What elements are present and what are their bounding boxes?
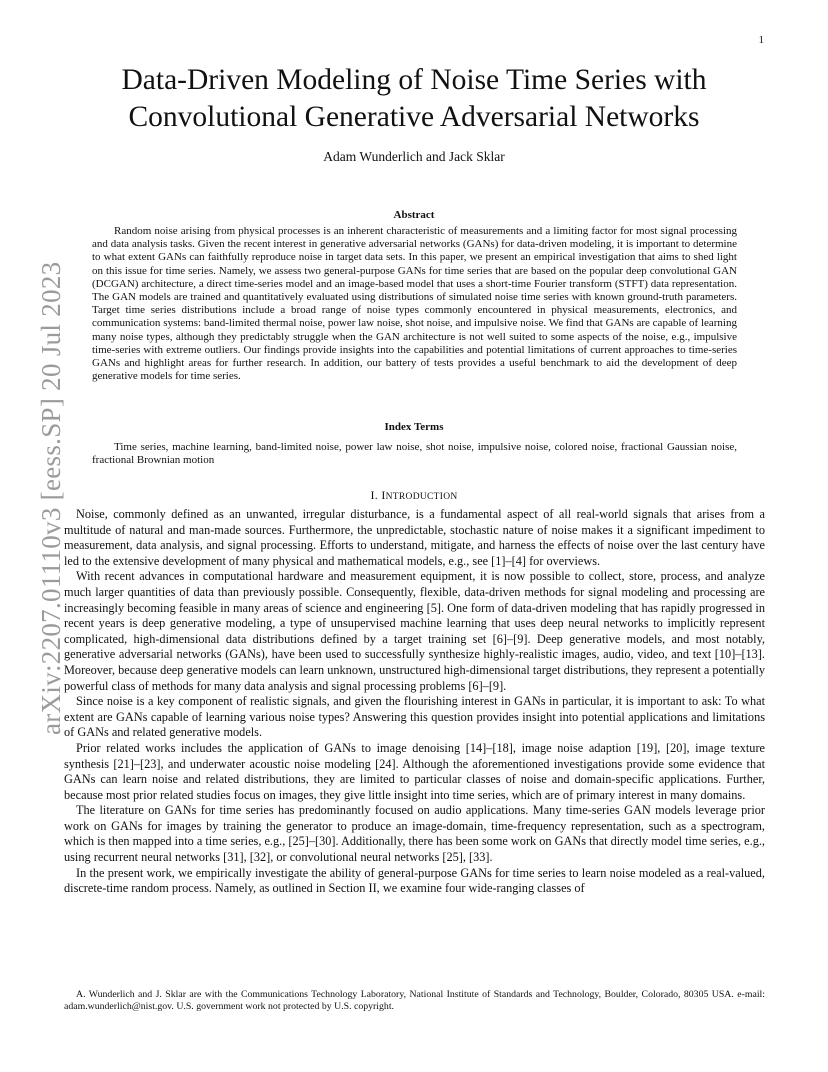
arxiv-watermark: arXiv:2207.01110v3 [eess.SP] 20 Jul 2023 xyxy=(36,261,66,735)
body-text xyxy=(64,507,765,897)
title-line: Data-Driven Modeling of Noise Time Series with xyxy=(121,64,707,96)
section-heading: I. INTRODUCTION xyxy=(370,488,458,502)
authors: Adam Wunderlich and Jack Sklar xyxy=(323,149,505,164)
footnote: A. Wunderlich and J. Sklar are with the Communications Technology Laboratory, National Institute of Standards and Technology, Boulder, Colorado, 80305 USA. e-mail: adam.wunderlich@nist.gov. U.S. government work not protected by U.S. copyright. xyxy=(64,989,765,1013)
paragraph: With recent advances in computational hardware and measurement equipment, it is now possible to collect, store, process, and analyze much larger quantities of data than previously possible. Consequently, flexible, data-driven methods for signal modeling and processing are increasingly becoming feasible in many areas of science and engineering [5]. One form of data-driven modeling that has rapidly progressed in recent years is deep generative modeling, a type of unsupervised machine learning that uses deep neural networks to implicitly represent complicated, high-dimensional data distributions defined by a target training set [6]–[9]. Deep generative models, and most notably, generative adversarial networks (GANs), have been used to successfully synthesize highly-realistic images, audio, video, and text [10]–[13]. Moreover, because deep generative models can learn unknown, unstructured high-dimensional target distributions, they represent a potentially powerful class of methods for many data analysis and signal processing problems [6]–[9]. xyxy=(64,569,765,693)
abstract-text: Random noise arising from physical processes is an inherent characteristic of measurements and a limiting factor for most signal processing and data analysis tasks. Given the recent interest in generative adversarial networks (GANs) for data-driven modeling, it is important to determine to what extent GANs can faithfully reproduce noise in target data sets. In this paper, we present an empirical investigation that aims to shed light on this issue for time series. Namely, we assess two general-purpose GANs for time series that are based on the popular deep convolutional GAN (DCGAN) architecture, a direct time-series model and an image-based model that uses a short-time Fourier transform (STFT) data representation. The GAN models are trained and quantitatively evaluated using distributions of simulated noise time series with known ground-truth parameters. Target time series distributions include a broad range of noise types commonly encountered in physical measurements, electronics, and communication systems: band-limited thermal noise, power law noise, shot noise, and impulsive noise. We find that GANs are capable of learning many noise types, although they predictably struggle when the GAN architecture is not well suited to some aspects of the noise, e.g., impulsive time-series with extreme outliers. Our findings provide insights into the capabilities and potential limitations of current approaches to time-series GANs and highlight areas for further research. In addition, our battery of tests provides a useful benchmark to aid the development of deep generative models for time series. xyxy=(92,225,737,383)
page-number: 1 xyxy=(758,34,764,46)
paper-title xyxy=(64,62,764,136)
index-terms-text: Time series, machine learning, band-limited noise, power law noise, shot noise, impulsive noise, colored noise, fractional Gaussian noise, fractional Brownian motion xyxy=(92,441,737,467)
abstract-heading: Abstract xyxy=(393,209,435,221)
title-line: Convolutional Generative Adversarial Networks xyxy=(128,101,700,133)
paragraph: Since noise is a key component of realistic signals, and given the flourishing interest in GANs in particular, it is important to ask: To what extent are GANs capable of learning various noise types? Answering this question provides insight into potential applications and limitations of GANs and related generative models. xyxy=(64,694,765,740)
index-terms-heading: Index Terms xyxy=(384,421,444,433)
paragraph: The literature on GANs for time series has predominantly focused on audio applications. Many time-series GAN models leverage prior work on GANs for images by training the generator to produce an image-domain, time-frequency representation, such as a spectrogram, which is then mapped into a time series, e.g., [25]–[30]. Additionally, there has been some work on GANs that directly model time series, e.g., using recurrent neural networks [31], [32], or convolutional neural networks [25], [33]. xyxy=(64,803,765,865)
paragraph: Noise, commonly defined as an unwanted, irregular disturbance, is a fundamental aspect of all real-world signals that arises from a multitude of natural and man-made sources. Furthermore, the unpredictable, stochastic nature of noise makes it a significant impediment to measurement, data analysis, and signal processing. Efforts to understand, mitigate, and harness the effects of noise over the last century have led to the extensive development of many physical and mathematical models, e.g., see [1]–[4] for overviews. xyxy=(64,507,765,568)
paragraph: In the present work, we empirically investigate the ability of general-purpose GANs for time series to learn noise modeled as a real-valued, discrete-time random process. Namely, as outlined in Section II, we examine four wide-ranging classes of xyxy=(64,865,765,896)
paragraph: Prior related works includes the application of GANs to image denoising [14]–[18], image noise adaption [19], [20], image texture synthesis [21]–[23], and underwater acoustic noise modeling [24]. Although the aforementioned investigations provide some evidence that GANs can learn noise and related distributions, they are limited to particular classes of noise and domain-specific applications. Further, because most prior related studies focus on images, they give little insight into time series, which are of primary interest in many domains. xyxy=(64,740,765,802)
